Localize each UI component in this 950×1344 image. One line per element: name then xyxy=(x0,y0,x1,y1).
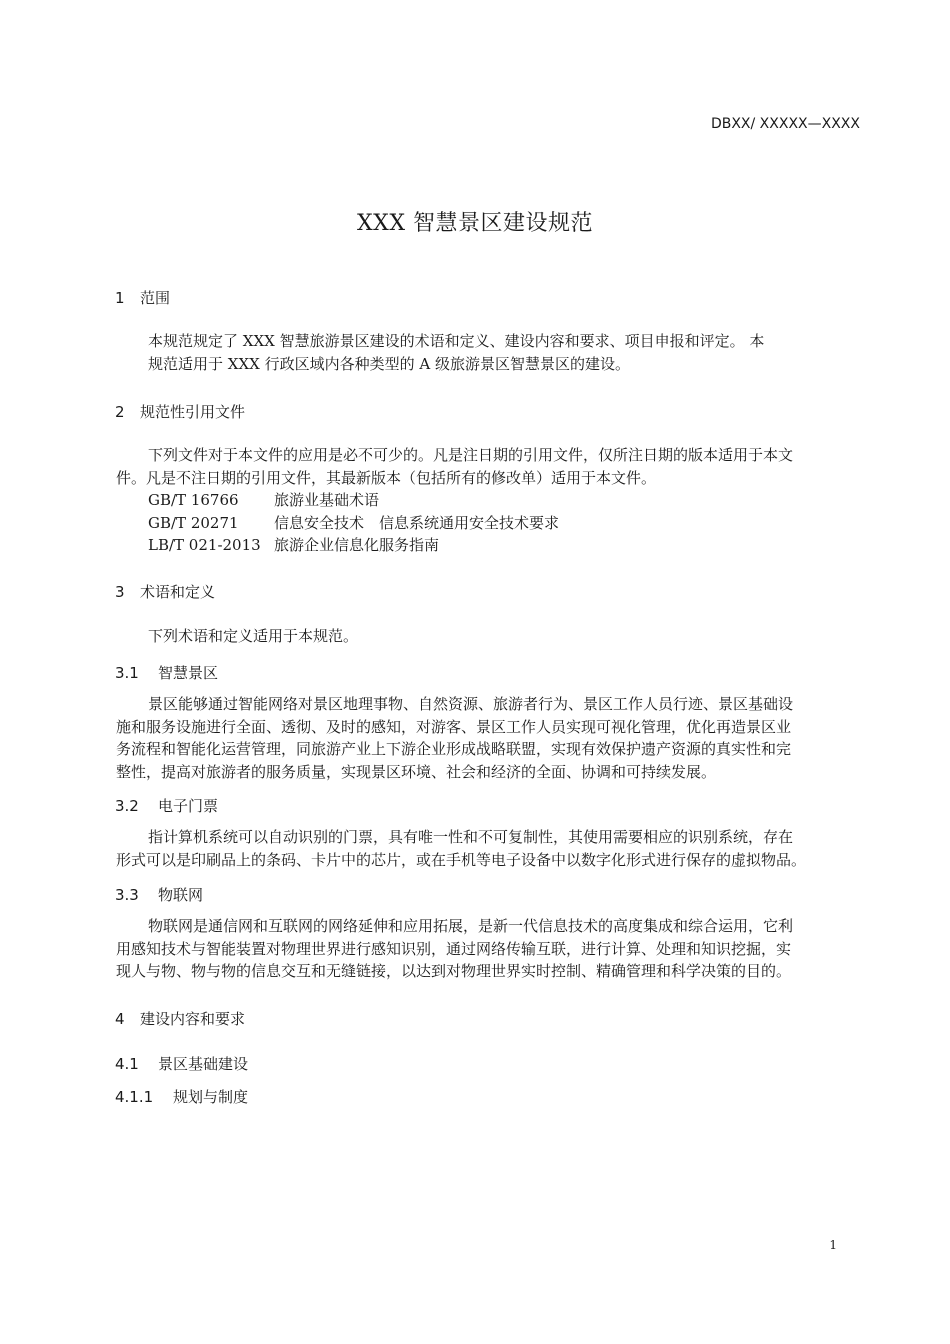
section-number: 1 xyxy=(115,289,125,307)
section-title: 智慧景区 xyxy=(158,664,219,682)
paragraph-line: 物联网是通信网和互联网的网络延伸和应用拓展，是新一代信息技术的高度集成和综合运用，它利 xyxy=(148,917,794,935)
reference-title: 信息安全技术 信息系统通用安全技术要求 xyxy=(274,513,560,532)
section-number: 3.3 xyxy=(115,886,139,904)
paragraph-line: 下列术语和定义适用于本规范。 xyxy=(148,627,359,645)
section-1-body xyxy=(116,330,764,375)
document-code: DBXX/ XXXXX—XXXX xyxy=(710,116,860,132)
section-3-2-heading xyxy=(115,795,218,816)
section-number: 4.1 xyxy=(115,1055,139,1073)
paragraph-line: 施和服务设施进行全面、透彻、及时的感知，对游客、景区工作人员实现可视化管理，优化再造景区业 xyxy=(116,717,792,736)
section-1-heading xyxy=(115,287,170,308)
paragraph-line: 现人与物、物与物的信息交互和无缝链接，以达到对物理世界实时控制、精确管理和科学决策的目的。 xyxy=(116,962,792,980)
section-4-1-1-heading xyxy=(115,1086,248,1107)
section-number: 4.1.1 xyxy=(115,1088,154,1106)
section-number: 3.1 xyxy=(115,664,139,682)
section-number: 2 xyxy=(115,403,125,421)
section-3-3-body xyxy=(116,915,793,983)
section-title: 范围 xyxy=(140,289,171,307)
section-title: 电子门票 xyxy=(158,797,219,815)
section-title: 物联网 xyxy=(158,886,204,904)
paragraph-line: 下列文件对于本文件的应用是必不可少的。凡是注日期的引用文件，仅所注日期的版本适用于本文 xyxy=(148,446,794,464)
section-3-2-body xyxy=(116,826,806,871)
reference-item xyxy=(148,534,559,557)
section-title: 景区基础建设 xyxy=(158,1055,249,1073)
normative-references xyxy=(148,489,559,557)
section-2-body xyxy=(116,444,793,489)
paragraph-line: 件。凡是不注日期的引用文件，其最新版本（包括所有的修改单）适用于本文件。 xyxy=(116,468,657,487)
section-number: 4 xyxy=(115,1010,125,1028)
section-3-intro xyxy=(116,625,358,648)
section-2-heading xyxy=(115,401,245,422)
paragraph-line: 指计算机系统可以自动识别的门票，具有唯一性和不可复制性，其使用需要相应的识别系统，存在 xyxy=(148,828,794,846)
reference-code: GB/T 20271 xyxy=(148,513,239,532)
section-number: 3 xyxy=(115,583,125,601)
reference-code: GB/T 16766 xyxy=(148,491,239,509)
document-title: XXX 智慧景区建设规范 xyxy=(357,211,593,236)
section-title: 规划与制度 xyxy=(173,1088,249,1106)
paragraph-line: 用感知技术与智能装置对物理世界进行感知识别，通过网络传输互联，进行计算、处理和知识挖掘，实 xyxy=(116,939,792,958)
paragraph-line: 规范适用于 XXX 行政区域内各种类型的 A 级旅游景区智慧景区的建设。 xyxy=(148,354,630,373)
paragraph-line: 本规范规定了 XXX 智慧旅游景区建设的术语和定义、建设内容和要求、项目申报和评定。 本 xyxy=(148,332,765,350)
paragraph-line: 务流程和智能化运营管理，同旅游产业上下游企业形成战略联盟，实现有效保护遗产资源的真实性和完 xyxy=(116,740,792,758)
section-title: 术语和定义 xyxy=(140,583,216,601)
reference-item xyxy=(148,489,559,512)
reference-title: 旅游企业信息化服务指南 xyxy=(274,536,440,554)
section-3-1-body xyxy=(116,693,793,783)
paragraph-line: 形式可以是印刷品上的条码、卡片中的芯片，或在手机等电子设备中以数字化形式进行保存的虚拟物品。 xyxy=(116,850,807,869)
reference-item xyxy=(148,512,559,535)
page-number: 1 xyxy=(829,1238,837,1252)
section-4-1-heading xyxy=(115,1053,248,1074)
reference-title: 旅游业基础术语 xyxy=(274,491,380,509)
section-3-heading xyxy=(115,581,215,602)
paragraph-line: 景区能够通过智能网络对景区地理事物、自然资源、旅游者行为、景区工作人员行迹、景区基础设 xyxy=(148,695,794,713)
section-title: 规范性引用文件 xyxy=(140,403,246,421)
section-3-1-heading xyxy=(115,662,218,683)
paragraph-line: 整性，提高对旅游者的服务质量，实现景区环境、社会和经济的全面、协调和可持续发展。 xyxy=(116,762,717,781)
section-number: 3.2 xyxy=(115,797,139,815)
reference-code: LB/T 021-2013 xyxy=(148,536,261,554)
section-3-3-heading xyxy=(115,884,203,905)
section-4-heading xyxy=(115,1008,245,1029)
section-title: 建设内容和要求 xyxy=(140,1010,246,1028)
